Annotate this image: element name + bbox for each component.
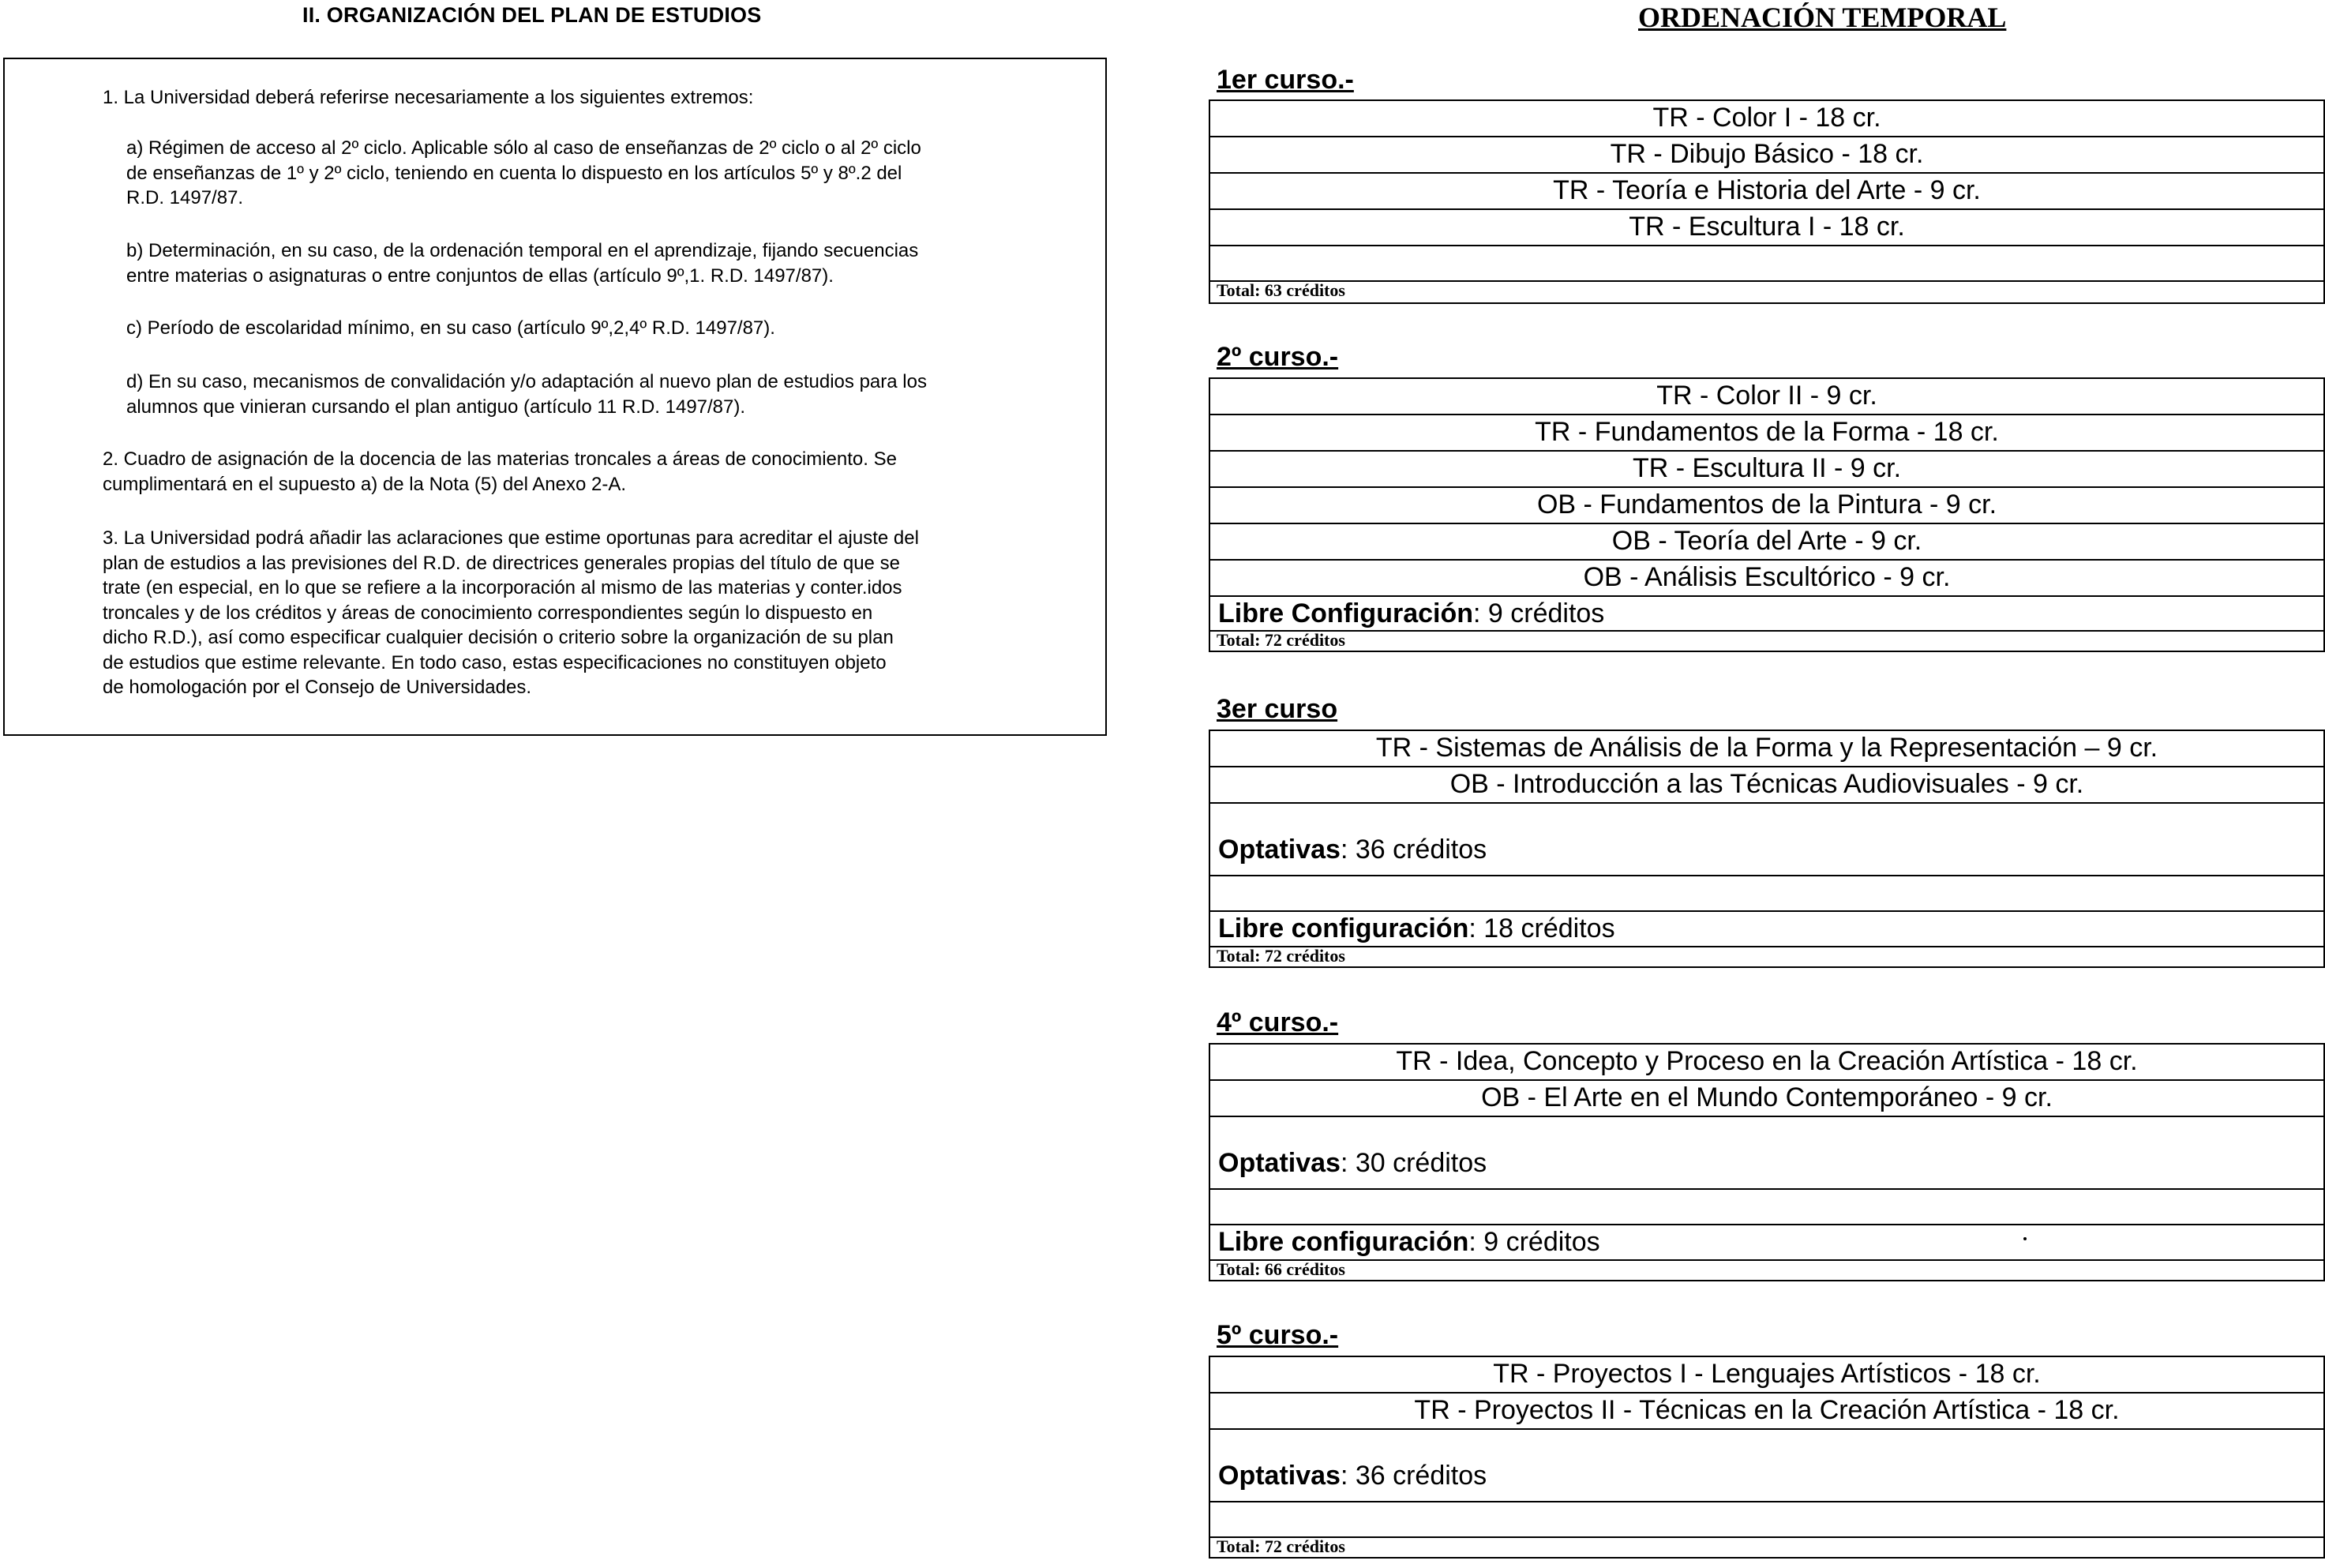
optativas-value: : 36 créditos	[1340, 835, 1487, 865]
optativas-label: Optativas	[1218, 1148, 1341, 1178]
subject-row: OB - El Arte en el Mundo Contemporáneo - 9 cr.	[1210, 1081, 2323, 1117]
instruction-item-b: b) Determinación, en su caso, de la ordenación temporal en el aprendizaje, fijando secuencias entre materias o asignaturas o entre conjuntos de ellas (artículo 9º,1. R.D. 1497/87).	[126, 240, 919, 287]
course-table-2	[1209, 377, 2325, 652]
libre-configuracion-value: : 18 créditos	[1468, 913, 1615, 943]
section-title-ordenacion-temporal: ORDENACIÓN TEMPORAL	[1638, 2, 2007, 33]
subject-row: TR - Color II - 9 cr.	[1210, 379, 2323, 415]
course-total: Total: 72 créditos	[1217, 947, 1345, 966]
libre-configuracion-value: : 9 créditos	[1468, 1227, 1600, 1257]
instruction-paragraph-2: 2. Cuadro de asignación de la docencia de las materias troncales a áreas de conocimiento. Se cumplimentará en el supuesto a) de la Nota (5) del Anexo 2-A.	[103, 448, 897, 495]
blank-row	[1210, 876, 2323, 912]
instruction-paragraph-1: 1. La Universidad deberá referirse necesariamente a los siguientes extremos:	[103, 87, 754, 108]
libre-configuracion-label: Libre Configuración	[1218, 598, 1473, 628]
libre-configuracion-row	[1210, 597, 2323, 632]
subject-row: OB - Análisis Escultórico - 9 cr.	[1210, 561, 2323, 597]
optativas-row	[1210, 804, 2323, 876]
blank-row	[1210, 246, 2323, 282]
blank-row	[1210, 1502, 2323, 1538]
libre-configuracion-row	[1210, 912, 2323, 947]
optativas-value: : 36 créditos	[1340, 1461, 1487, 1491]
course-table-4	[1209, 1043, 2325, 1281]
section-title-organizacion: II. ORGANIZACIÓN DEL PLAN DE ESTUDIOS	[302, 3, 762, 27]
libre-configuracion-label: Libre configuración	[1218, 913, 1469, 943]
scan-speck	[2023, 1237, 2027, 1240]
course-total: Total: 72 créditos	[1217, 1538, 1345, 1556]
subject-row: TR - Teoría e Historia del Arte - 9 cr.	[1210, 174, 2323, 210]
subject-row: TR - Escultura II - 9 cr.	[1210, 452, 2323, 488]
libre-configuracion-value: : 9 créditos	[1473, 598, 1605, 628]
libre-configuracion-row	[1210, 1225, 2323, 1261]
optativas-value: : 30 créditos	[1340, 1148, 1487, 1178]
course-heading-1: 1er curso.-	[1217, 65, 1354, 95]
subject-row: OB - Fundamentos de la Pintura - 9 cr.	[1210, 488, 2323, 524]
subject-row: TR - Color I - 18 cr.	[1210, 101, 2323, 137]
course-heading-2: 2º curso.-	[1217, 342, 1339, 372]
course-table-5	[1209, 1356, 2325, 1559]
optativas-row	[1210, 1117, 2323, 1190]
optativas-row	[1210, 1430, 2323, 1502]
course-total: Total: 72 créditos	[1217, 632, 1345, 650]
instruction-item-d: d) En su caso, mecanismos de convalidación y/o adaptación al nuevo plan de estudios para los alumnos que vinieran cursando el plan antiguo (artículo 11 R.D. 1497/87).	[126, 371, 927, 418]
course-heading-5: 5º curso.-	[1217, 1320, 1339, 1350]
course-total: Total: 66 créditos	[1217, 1261, 1345, 1279]
subject-row: TR - Sistemas de Análisis de la Forma y la Representación – 9 cr.	[1210, 731, 2323, 767]
subject-row: TR - Escultura I - 18 cr.	[1210, 210, 2323, 246]
course-heading-4: 4º curso.-	[1217, 1007, 1339, 1037]
course-table-3	[1209, 730, 2325, 968]
instruction-paragraph-3: 3. La Universidad podrá añadir las aclaraciones que estime oportunas para acreditar el ajuste del plan de estudios a las previsiones del R.D. de directrices generales propias del título de que se trate (en especial, en lo que se refiere a la incorporación al mismo de las materias y conter.idos troncales y de los créditos y áreas de conocimiento correspondientes según lo dispuesto en dicho R.D.), así como especificar cualquier decisión o criterio sobre la organización de su plan de estudios que estime relevante. En todo caso, estas especificaciones no constituyen objeto de homologación por el Consejo de Universidades.	[103, 527, 919, 698]
course-heading-3: 3er curso	[1217, 694, 1338, 724]
instruction-item-c: c) Período de escolaridad mínimo, en su caso (artículo 9º,2,4º R.D. 1497/87).	[126, 317, 775, 339]
subject-row: OB - Introducción a las Técnicas Audiovisuales - 9 cr.	[1210, 767, 2323, 804]
subject-row: TR - Proyectos II - Técnicas en la Creación Artística - 18 cr.	[1210, 1394, 2323, 1430]
optativas-label: Optativas	[1218, 835, 1341, 865]
subject-row: OB - Teoría del Arte - 9 cr.	[1210, 524, 2323, 561]
subject-row: TR - Idea, Concepto y Proceso en la Creación Artística - 18 cr.	[1210, 1045, 2323, 1081]
course-total: Total: 63 créditos	[1217, 282, 1345, 300]
libre-configuracion-label: Libre configuración	[1218, 1227, 1469, 1257]
blank-row	[1210, 1190, 2323, 1225]
instruction-item-a: a) Régimen de acceso al 2º ciclo. Aplicable sólo al caso de enseñanzas de 2º ciclo o al 2º ciclo de enseñanzas de 1º y 2º ciclo, teniendo en cuenta lo dispuesto en los artículos 5º y 8º.2 del R.D. 1497/87.	[126, 137, 921, 208]
subject-row: TR - Dibujo Básico - 18 cr.	[1210, 137, 2323, 174]
course-table-1	[1209, 99, 2325, 304]
subject-row: TR - Proyectos I - Lenguajes Artísticos - 18 cr.	[1210, 1357, 2323, 1394]
subject-row: TR - Fundamentos de la Forma - 18 cr.	[1210, 415, 2323, 452]
optativas-label: Optativas	[1218, 1461, 1341, 1491]
